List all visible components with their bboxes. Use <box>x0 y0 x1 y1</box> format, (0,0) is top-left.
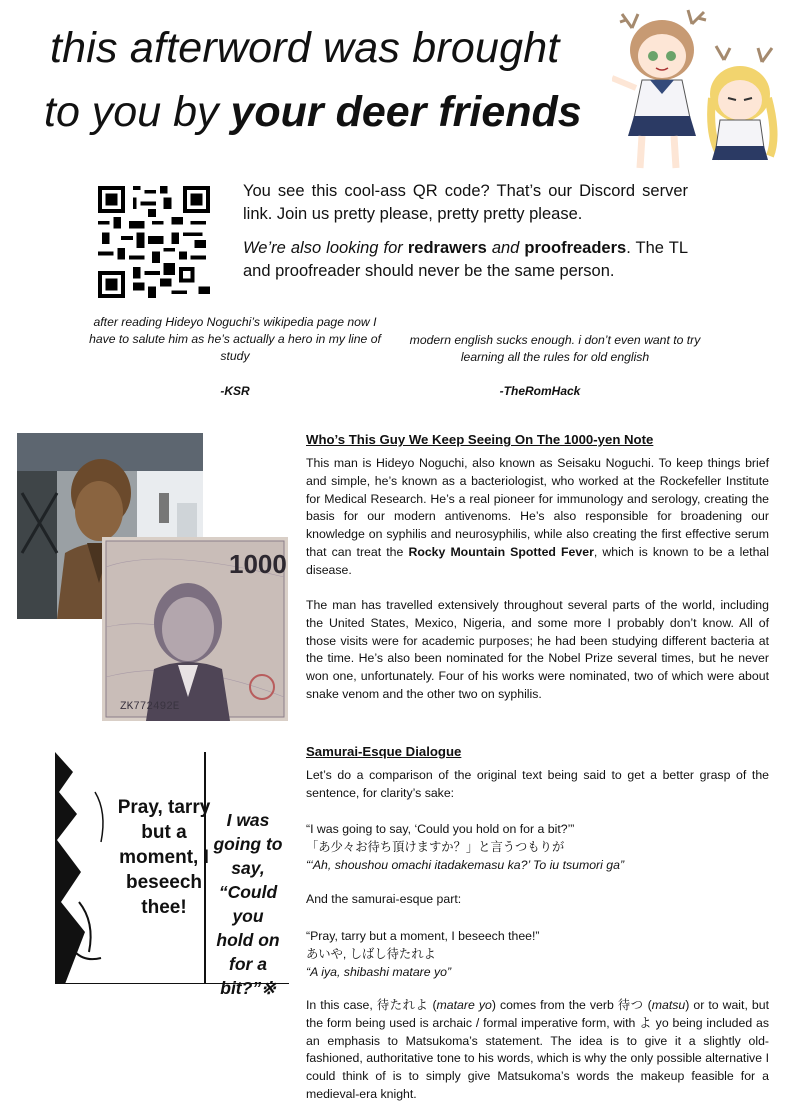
example1-romaji: “‘Ah, shoushou omachi itadakemasu ka?’ To iu tsumori ga” <box>306 857 625 872</box>
example1-block <box>306 821 769 874</box>
section2-explanation: In this case, 待たれよ (matare yo) comes from the verb 待つ (matsu) or to wait, but the form being used is archaic / formal imperative form, with よ yo being included as an emphasis to Matsukoma’s statement. The idea is to give it a slightly old-fashioned, authoritative tone to his words, which is why the only possible alternative I could think of is to simply give Matsukoma’s words the makeup feasible for a medieval-era knight. <box>306 998 769 1101</box>
afterword-title-line1: this afterword was brought <box>50 24 560 72</box>
section1-paragraph2: The man has travelled extensively throughout several parts of the world, including the United States, Mexico, Nigeria, and some more I probably don’t know. All of those visits were for academic purposes; he had been studying different bacteria at the time. He’s also been nominated for the Nobel Prize several times, but he never won one, unfortunately. Four of his works were nominated, two of which were about snake venom and the other two on syphilis. <box>306 598 769 701</box>
example1-english: “I was going to say, ‘Could you hold on for a bit?’” <box>306 822 575 836</box>
quote-ksr: after reading Hideyo Noguchi’s wikipedia page now I have to salute him as he’s actually a hero in my line of study <box>89 315 381 363</box>
section1-heading: Who’s This Guy We Keep Seeing On The 1000-yen Note <box>306 432 654 447</box>
title-bold: your deer friends <box>230 88 582 136</box>
section1-paragraph1: This man is Hideyo Noguchi, also known as Seisaku Noguchi. To keep things brief and simple, he’s known as a bacteriologist, who worked at the Rockefeller Institute for Medical Research. He’s a real pioneer for immunology and serology, creating the basis for our modern antivenoms. He’s also responsible for broadening our knowledge on syphilis and neurosyphilis, while also creating the first effective serum that can treat the Rocky Mountain Spotted Fever, which is known to be a lethal disease. <box>306 456 769 577</box>
example2-intro: And the samurai-esque part: <box>306 892 462 906</box>
bill-value: 1000 <box>229 549 287 579</box>
manga-side-note: I was going to say, “Could you hold on for a bit?”※ <box>213 810 283 998</box>
example2-english: “Pray, tarry but a moment, I beseech thee!” <box>306 929 540 943</box>
example1-japanese: 「あ少々お待ち頂けますか？」と言うつもりが <box>306 839 565 854</box>
quote-theromhack: modern english sucks enough. i don’t even want to try learning all the rules for old english <box>409 333 701 364</box>
discord-info <box>243 180 688 294</box>
quote-author-theromhack: -TheRomHack <box>499 384 581 398</box>
manga-speech-bubble: Pray, tarry but a moment, I beseech thee! <box>117 797 211 918</box>
example2-block <box>306 928 769 981</box>
recruit-text: We’re also looking for redrawers and proofreaders. The TL and proofreader should never be the same person. <box>243 239 689 280</box>
discord-qr-code[interactable] <box>98 186 210 298</box>
title-prefix: to you by <box>44 88 231 136</box>
example2-japanese: あいや, しばし待たれよ <box>306 946 436 961</box>
discord-text: You see this cool-ass QR code? That’s our Discord server link. Join us pretty please, pretty pretty please. <box>243 182 688 223</box>
deer-mascots-illustration <box>612 8 782 176</box>
section2-intro: Let’s do a comparison of the original text being said to get a better grasp of the sentence, for clarity’s sake: <box>306 768 769 800</box>
section2-heading: Samurai-Esque Dialogue <box>306 744 462 759</box>
example2-romaji: “A iya, shibashi matare yo” <box>306 964 452 979</box>
quote-author-ksr: -KSR <box>220 384 250 398</box>
afterword-title-line2 <box>44 88 604 137</box>
bill-serial: ZK772492E <box>120 701 180 713</box>
thousand-yen-note-image <box>102 537 288 721</box>
